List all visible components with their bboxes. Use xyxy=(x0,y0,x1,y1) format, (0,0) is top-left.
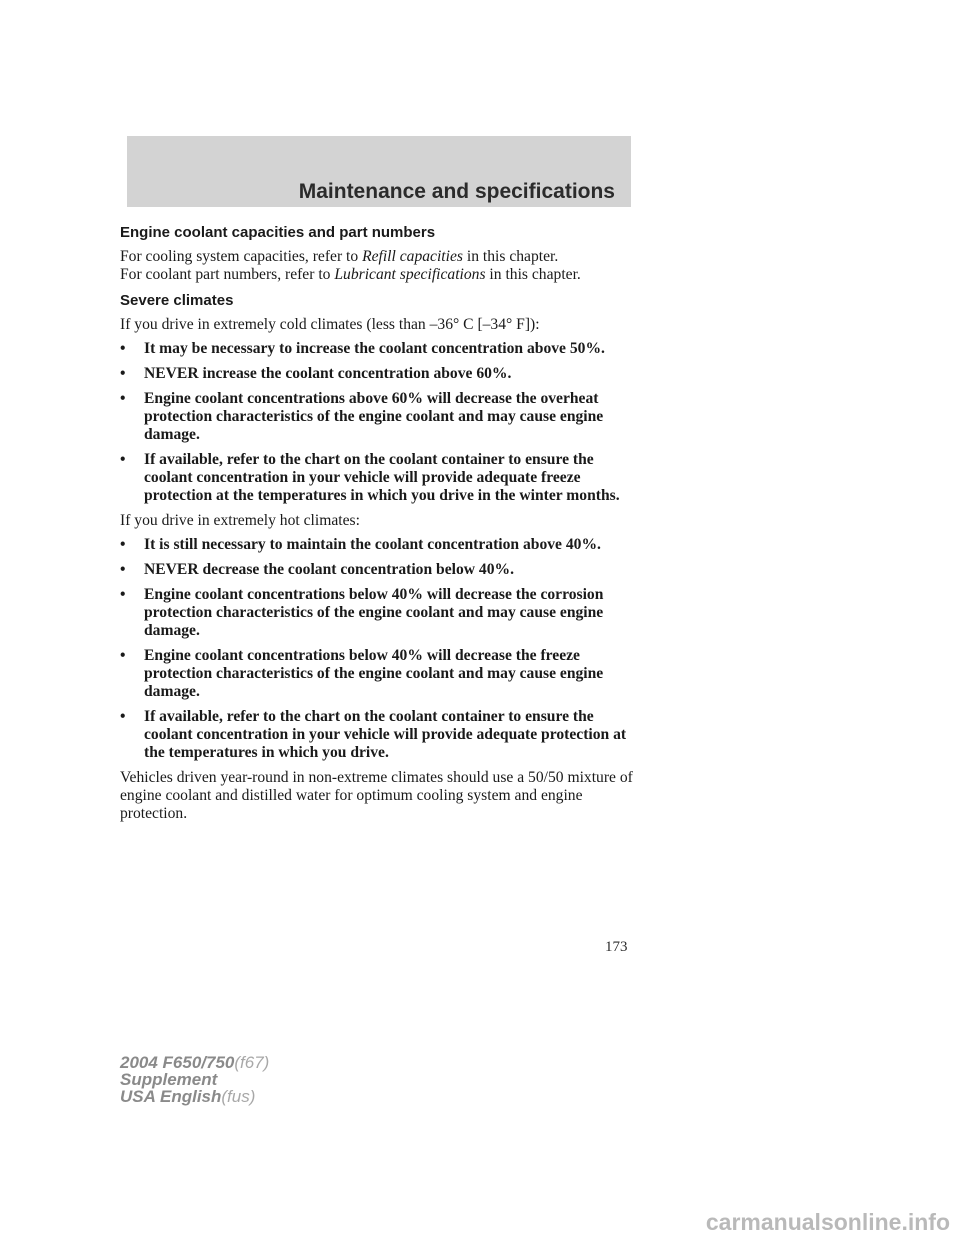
hot-bullet-text: Engine coolant concentrations below 40% will decrease the corrosion protection characteristics of the engine coolant and may cause engine damage. xyxy=(144,586,604,639)
bullet-icon: • xyxy=(120,451,126,468)
coolant-capacities-heading: Engine coolant capacities and part numbers xyxy=(120,224,436,241)
cold-bullet-item xyxy=(120,451,635,505)
bullet-icon: • xyxy=(120,340,126,357)
footer-language-code: (fus) xyxy=(221,1087,256,1106)
cold-bullet-item xyxy=(120,390,635,444)
cold-climate-bullet-list xyxy=(120,340,635,505)
bullet-icon: • xyxy=(120,561,126,578)
hot-bullet-item xyxy=(120,708,635,762)
footer-model: 2004 F650/750 xyxy=(120,1053,235,1072)
section-header-title: Maintenance and specifications xyxy=(298,180,615,203)
bullet-icon: • xyxy=(120,390,126,407)
capacities-reference-paragraph xyxy=(120,248,635,284)
severe-climates-heading: Severe climates xyxy=(120,292,234,309)
non-extreme-climates-paragraph: Vehicles driven year-round in non-extreme climates should use a 50/50 mixture of engine coolant and distilled water for optimum cooling system and engine protection. xyxy=(120,769,633,822)
hot-bullet-item xyxy=(120,586,635,640)
bullet-icon: • xyxy=(120,536,126,553)
bullet-icon: • xyxy=(120,647,126,664)
bullet-icon: • xyxy=(120,365,126,382)
site-watermark: carmanualsonline.info xyxy=(705,1209,950,1235)
hot-bullet-text: It is still necessary to maintain the coolant concentration above 40%. xyxy=(144,536,601,553)
part-numbers-ref-suffix: in this chapter. xyxy=(485,266,581,283)
hot-bullet-text: Engine coolant concentrations below 40% will decrease the freeze protection characteristics of the engine coolant and may cause engine damage. xyxy=(144,647,604,700)
part-numbers-ref-text: For coolant part numbers, refer to xyxy=(120,266,335,283)
section-header-band xyxy=(127,136,631,207)
hot-bullet-text: NEVER decrease the coolant concentration below 40%. xyxy=(144,561,515,578)
bullet-icon: • xyxy=(120,586,126,603)
hot-climates-intro: If you drive in extremely hot climates: xyxy=(120,512,360,529)
refill-capacities-ref: Refill capacities xyxy=(362,248,463,265)
capacities-ref-text: For cooling system capacities, refer to xyxy=(120,248,363,265)
page-content xyxy=(120,224,635,831)
footer-language: USA English xyxy=(120,1087,222,1106)
cold-bullet-text: NEVER increase the coolant concentration above 60%. xyxy=(144,365,512,382)
capacities-ref-suffix: in this chapter. xyxy=(462,248,559,265)
document-footer xyxy=(120,1054,420,1105)
footer-model-line xyxy=(120,1054,420,1071)
cold-bullet-text: Engine coolant concentrations above 60% will decrease the overheat protection characteristics of the engine coolant and may cause engine damage. xyxy=(144,390,604,443)
page-number: 173 xyxy=(605,939,628,955)
hot-climate-bullet-list xyxy=(120,536,635,762)
footer-language-line xyxy=(120,1088,420,1105)
bullet-icon: • xyxy=(120,708,126,725)
cold-bullet-item xyxy=(120,340,635,358)
hot-bullet-text: If available, refer to the chart on the coolant container to ensure the coolant concentration in your vehicle will provide adequate protection at the temperatures in which you drive. xyxy=(144,708,627,761)
cold-bullet-text: If available, refer to the chart on the coolant container to ensure the coolant concentration in your vehicle will provide adequate freeze protection at the temperatures in which you drive in the winter months. xyxy=(144,451,620,504)
hot-bullet-item xyxy=(120,647,635,701)
cold-bullet-text: It may be necessary to increase the coolant concentration above 50%. xyxy=(144,340,605,357)
cold-climates-intro: If you drive in extremely cold climates (less than –36° C [–34° F]): xyxy=(120,316,540,333)
hot-bullet-item xyxy=(120,536,635,554)
footer-model-code: (f67) xyxy=(234,1053,270,1072)
cold-bullet-item xyxy=(120,365,635,383)
hot-bullet-item xyxy=(120,561,635,579)
footer-book: Supplement xyxy=(120,1070,218,1089)
lubricant-specifications-ref: Lubricant specifications xyxy=(334,266,486,283)
